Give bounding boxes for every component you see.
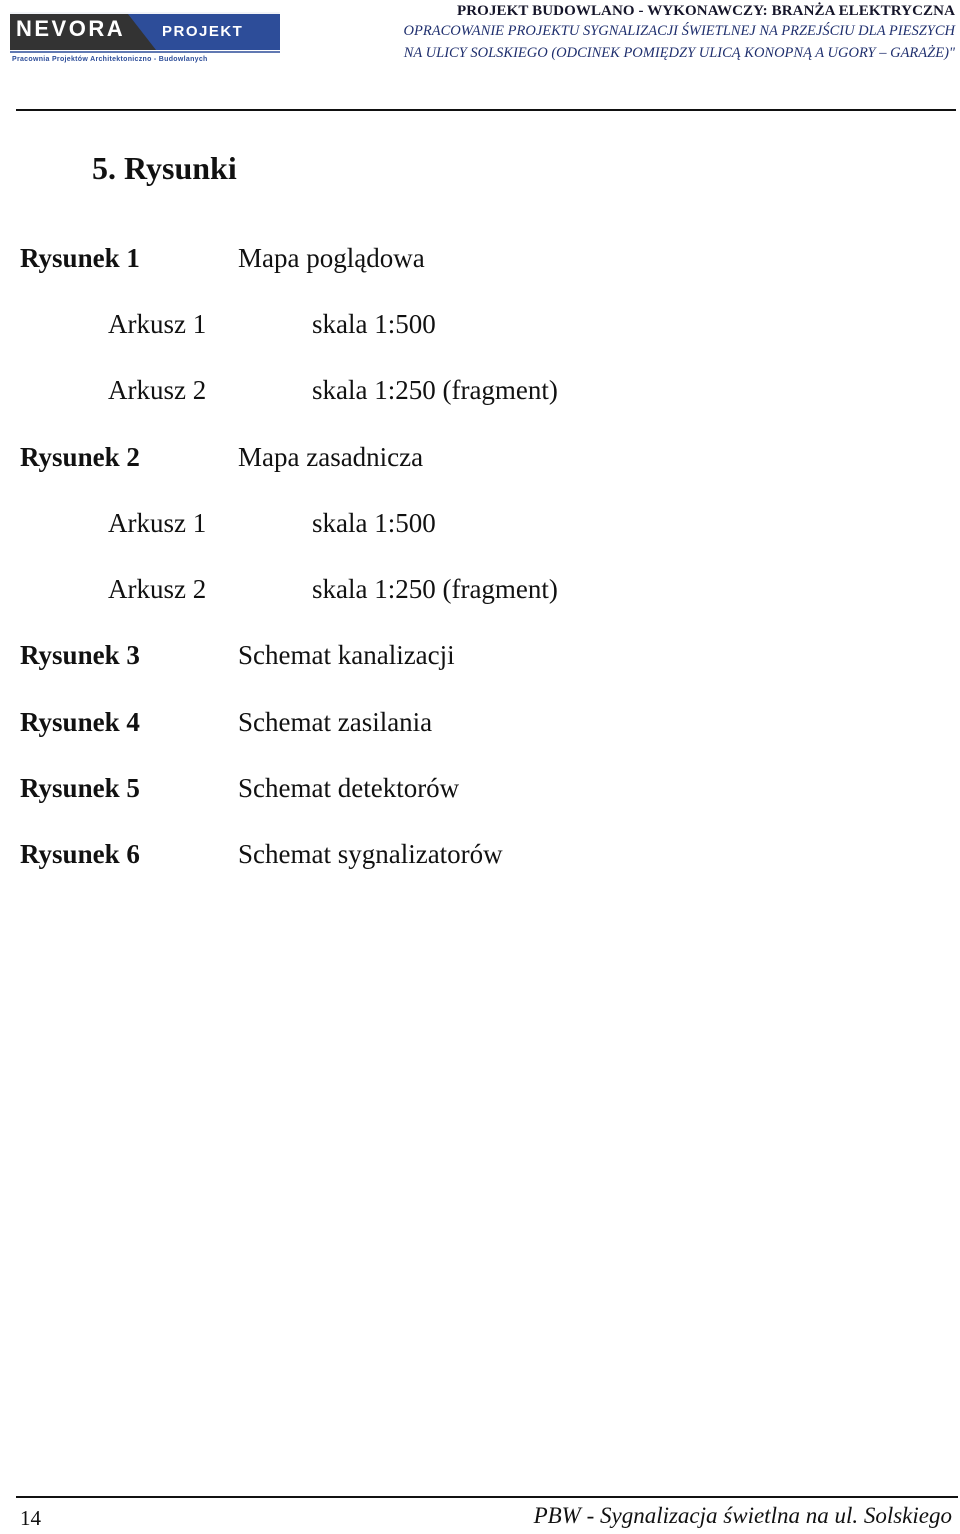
page-number: 14 [20, 1506, 41, 1530]
sheet-row [20, 372, 720, 408]
section-title: 5. Rysunki [92, 150, 237, 186]
drawing-title: Schemat sygnalizatorów [238, 839, 503, 869]
logo-sub-brand-text: PROJEKT [162, 23, 244, 40]
sheet-row [20, 306, 720, 342]
logo-brand-text: NEVORA [16, 16, 126, 41]
drawing-row [20, 240, 720, 276]
drawing-title: Mapa zasadnicza [238, 442, 424, 472]
drawing-row [20, 704, 720, 740]
drawing-row [20, 836, 720, 872]
document-header [404, 2, 955, 64]
sheet-scale: skala 1:250 (fragment) [312, 375, 558, 405]
drawing-label: Rysunek 2 [20, 442, 140, 472]
sheet-row [20, 571, 720, 607]
sheet-scale: skala 1:250 (fragment) [312, 574, 558, 604]
drawing-title: Schemat kanalizacji [238, 640, 455, 670]
sheet-row [20, 505, 720, 541]
header-project-type: PROJEKT BUDOWLANO - WYKONAWCZY: BRANŻA ELEKTRYCZNA [456, 3, 955, 19]
sheet-label: Arkusz 1 [108, 508, 207, 538]
drawing-label: Rysunek 1 [20, 243, 140, 273]
sheet-scale: skala 1:500 [312, 508, 436, 538]
sheet-label: Arkusz 2 [108, 574, 207, 604]
sheet-label: Arkusz 1 [108, 309, 207, 339]
header-project-title: OPRACOWANIE PROJEKTU SYGNALIZACJI ŚWIETLNEJ NA PRZEJŚCIU DLA PIESZYCH [403, 23, 955, 39]
company-logo [8, 8, 286, 64]
drawing-row [20, 637, 720, 673]
drawing-label: Rysunek 4 [20, 707, 140, 737]
sheet-label: Arkusz 2 [108, 375, 207, 405]
nevora-logo-graphic [8, 8, 286, 64]
footer-divider [16, 1496, 958, 1498]
footer-title: PBW - Sygnalizacja świetlna na ul. Solskiego [533, 1503, 952, 1528]
drawing-label: Rysunek 5 [20, 773, 140, 803]
drawing-title: Schemat zasilania [238, 707, 433, 737]
drawing-row [20, 770, 720, 806]
drawing-title: Mapa poglądowa [238, 243, 425, 273]
drawing-row [20, 439, 720, 475]
drawing-title: Schemat detektorów [238, 773, 460, 803]
drawing-label: Rysunek 6 [20, 839, 140, 869]
drawing-label: Rysunek 3 [20, 640, 140, 670]
header-divider [16, 109, 956, 111]
header-project-location: NA ULICY SOLSKIEGO (ODCINEK POMIĘDZY ULICĄ KONOPNĄ A UGORY – GARAŻE)" [403, 45, 955, 61]
logo-tagline-text: Pracownia Projektów Architektoniczno - Budowlanych [12, 56, 208, 63]
sheet-scale: skala 1:500 [312, 309, 436, 339]
